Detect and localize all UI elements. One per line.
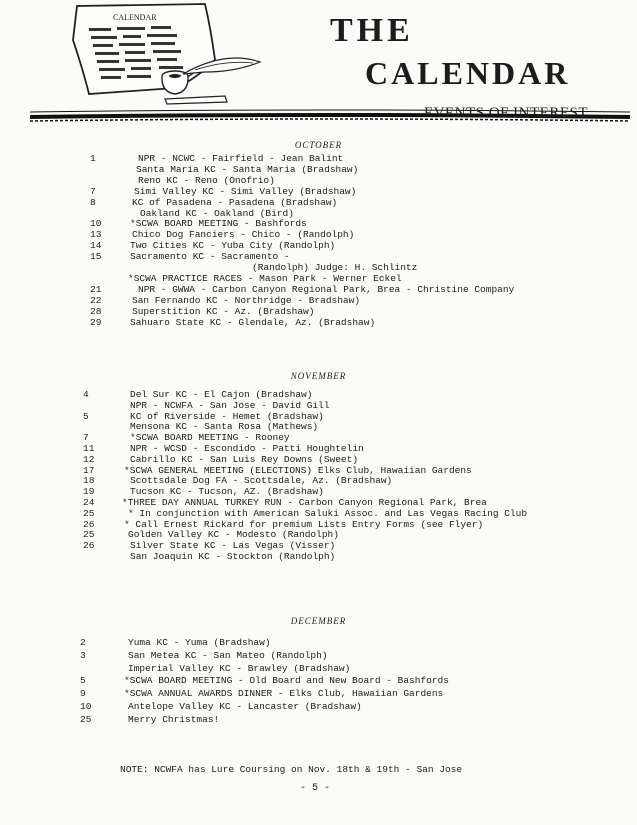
event-day: 25: [83, 507, 95, 519]
title-calendar: CALENDAR: [365, 55, 571, 91]
event-text: *SCWA BOARD MEETING - Rooney: [130, 432, 290, 444]
event-text: Oakland KC - Oakland (Bird): [140, 207, 294, 219]
event-day: 29: [90, 316, 102, 328]
event-day: 7: [83, 432, 89, 444]
event-text: Reno KC - Reno (Onofrio): [138, 174, 275, 186]
event-text: *THREE DAY ANNUAL TURKEY RUN - Carbon Canyon Regional Park, Brea: [122, 497, 487, 508]
event-day: 5: [80, 675, 86, 687]
event-day: 22: [90, 294, 102, 306]
event-day: 7: [90, 185, 96, 197]
event-text: Santa Maria KC - Santa Maria (Bradshaw): [136, 163, 359, 175]
event-text: Simi Valley KC - Simi Valley (Bradshaw): [134, 185, 357, 197]
event-text: Scottsdale Dog FA - Scottsdale, Az. (Bradshaw): [130, 475, 393, 487]
event-text: KC of Riverside - Hemet (Bradshaw): [130, 410, 324, 422]
event-text: Two Cities KC - Yuba City (Randolph): [130, 240, 336, 252]
event-day: 19: [83, 486, 95, 498]
calendar-illustration: [55, 0, 265, 105]
event-day: 17: [83, 464, 95, 476]
event-day: 12: [83, 453, 95, 465]
event-day: 10: [80, 701, 92, 712]
event-day: 4: [83, 389, 89, 400]
event-text: *SCWA PRACTICE RACES - Mason Park - Werner Eckel: [128, 272, 402, 284]
event-text: *SCWA GENERAL MEETING (ELECTIONS) Elks Club, Hawaiian Gardens: [124, 464, 472, 476]
event-text: Silver State KC - Las Vegas (Visser): [130, 540, 336, 552]
page-number: - 5 -: [300, 783, 331, 794]
event-text: NPR - GWWA - Carbon Canyon Regional Park, Brea - Christine Company: [138, 283, 515, 295]
illustration-calendar-label: CALENDAR: [113, 13, 157, 22]
event-text: NPR - NCWFA - San Jose - David Gill: [130, 399, 330, 411]
event-day: 11: [83, 443, 95, 454]
event-text: Golden Valley KC - Modesto (Randolph): [128, 529, 339, 541]
event-text: (Randolph) Judge: H. Schlintz: [252, 262, 418, 273]
event-text: * In conjunction with American Saluki Assoc. and Las Vegas Racing Club: [128, 507, 528, 519]
event-text: Cabrillo KC - San Luis Rey Downs (Sweet): [130, 453, 359, 465]
month-heading-december: DECEMBER: [290, 616, 347, 626]
event-text: Imperial Valley KC - Brawley (Bradshaw): [128, 662, 351, 674]
event-text: *SCWA ANNUAL AWARDS DINNER - Elks Club, Hawaiian Gardens: [124, 688, 444, 700]
event-text: *SCWA BOARD MEETING - Old Board and New Board - Bashfords: [124, 675, 449, 687]
title-the: THE: [330, 12, 414, 49]
event-text: KC of Pasadena - Pasadena (Bradshaw): [132, 196, 338, 208]
subtitle: EVENTS OF INTEREST: [424, 105, 588, 121]
event-text: * Call Ernest Rickard for premium Lists Entry Forms (see Flyer): [124, 518, 484, 530]
event-day: 5: [83, 410, 89, 422]
event-day: 28: [90, 305, 102, 317]
event-day: 21: [90, 283, 102, 295]
event-day: 24: [83, 497, 95, 508]
event-day: 26: [83, 518, 95, 530]
event-day: 1: [90, 153, 96, 164]
event-text: San Joaquin KC - Stockton (Randolph): [130, 551, 336, 562]
event-day: 3: [80, 649, 86, 661]
month-heading-october: OCTOBER: [294, 140, 343, 150]
month-heading-november: NOVEMBER: [290, 371, 347, 381]
event-text: Merry Christmas!: [128, 713, 220, 725]
event-day: 18: [83, 475, 95, 487]
event-text: Superstition KC - Az. (Bradshaw): [132, 305, 315, 317]
event-day: 9: [80, 688, 86, 700]
event-text: Chico Dog Fanciers - Chico - (Randolph): [132, 229, 355, 241]
event-day: 2: [80, 637, 86, 648]
event-day: 14: [90, 240, 102, 252]
event-day: 25: [80, 713, 92, 725]
event-day: 13: [90, 229, 102, 241]
note: NOTE: NCWFA has Lure Coursing on Nov. 18th & 19th - San Jose: [120, 764, 463, 775]
event-day: 8: [90, 196, 96, 208]
event-text: Yuma KC - Yuma (Bradshaw): [128, 637, 271, 648]
event-day: 25: [83, 529, 95, 541]
event-text: Sacramento KC - Sacramento -: [130, 251, 290, 263]
event-text: Del Sur KC - El Cajon (Bradshaw): [130, 389, 313, 400]
event-day: 10: [90, 218, 102, 230]
event-text: Mensona KC - Santa Rosa (Mathews): [130, 421, 319, 433]
event-text: San Fernando KC - Northridge - Bradshaw): [132, 294, 361, 306]
event-text: *SCWA BOARD MEETING - Bashfords: [130, 218, 307, 230]
event-day: 26: [83, 540, 95, 552]
event-text: Sahuaro State KC - Glendale, Az. (Bradshaw): [130, 316, 376, 328]
event-day: 15: [90, 251, 102, 263]
event-text: Tucson KC - Tucson, AZ. (Bradshaw): [130, 486, 324, 498]
event-text: NPR - NCWC - Fairfield - Jean Balint: [138, 153, 344, 164]
event-text: San Metea KC - San Mateo (Randolph): [128, 649, 328, 661]
event-text: Antelope Valley KC - Lancaster (Bradshaw): [128, 701, 362, 712]
event-text: NPR - WCSD - Escondido - Patti Houghtelin: [130, 443, 364, 454]
